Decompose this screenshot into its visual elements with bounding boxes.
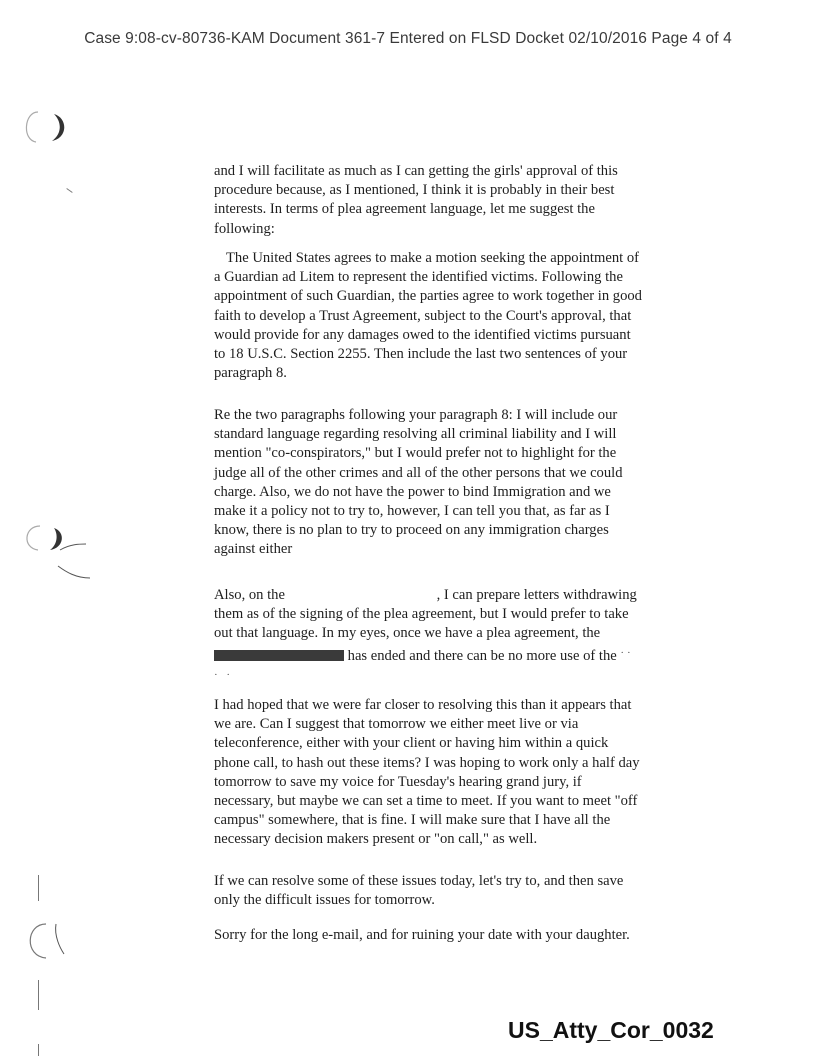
margin-mark <box>38 1044 39 1056</box>
paragraph-4-part-3: has ended and there can be no more use of the <box>347 647 617 664</box>
punch-hole-mark <box>18 520 98 584</box>
margin-mark <box>38 980 39 1010</box>
paragraph-6: If we can resolve some of these issues today, let's try to, and then save only the difficult issues for tomorrow. <box>214 873 624 909</box>
paragraph-3: Re the two paragraphs following your paragraph 8: I will include our standard language regarding resolving all criminal liability and I will mention "co-conspirators," but I would prefer not to highlight for the judge all of the other crimes and all of the other persons that we could charge. Also, we do not have the power to bind Immigration and we make it a policy not to try to, however, I can tell you that, as far as I know, there is no plan to try to proceed on any immigration charges against either <box>214 407 623 558</box>
paragraph-4-part-1: Also, on the <box>214 587 285 603</box>
margin-mark <box>38 875 39 901</box>
margin-mark <box>66 188 72 193</box>
scan-specks: ·· · · <box>214 646 634 681</box>
paragraph-4-part-2: , I can prepare letters withdrawing them as of the signing of the plea agreement, but I would prefer to take out that language. In my eyes, once we have a plea agreement, the <box>214 587 637 642</box>
redaction-bar <box>214 650 344 661</box>
paragraph-7: Sorry for the long e-mail, and for ruining your date with your daughter. <box>214 927 630 943</box>
punch-hole-mark <box>18 108 74 148</box>
paragraph-1: and I will facilitate as much as I can getting the girls' approval of this procedure because, as I mentioned, I think it is probably in their best interests. In terms of plea agreement language, let me suggest the following: <box>214 163 618 237</box>
paragraph-2-plea-language: The United States agrees to make a motion seeking the appointment of a Guardian ad Litem to represent the identified victims. Following the appointment of such Guardian, the parties agree to work together in good faith to develop a Trust Agreement, subject to the Court's approval, that would provide for any damages owed to the identified victims pursuant to 18 U.S.C. Section 2255. Then include the last two sentences of your paragraph 8. <box>214 250 642 382</box>
bates-number: US_Atty_Cor_0032 <box>508 1017 714 1043</box>
page-header: Case 9:08-cv-80736-KAM Document 361-7 Entered on FLSD Docket 02/10/2016 Page 4 of 4 <box>84 30 732 47</box>
paragraph-4 <box>214 586 644 688</box>
paragraph-5: I had hoped that we were far closer to resolving this than it appears that we are. Can I suggest that tomorrow we either meet live or via teleconference, either with your client or having him within a quick phone call, to hash out these items? I was hoping to work only a half day tomorrow to save my voice for Tuesday's hearing grand jury, if necessary, but maybe we can set a time to meet. If you want to meet "off campus" somewhere, that is fine. I will make sure that I have all the necessary decision makers present or "on call," as well. <box>214 697 640 848</box>
punch-hole-mark <box>16 918 76 964</box>
